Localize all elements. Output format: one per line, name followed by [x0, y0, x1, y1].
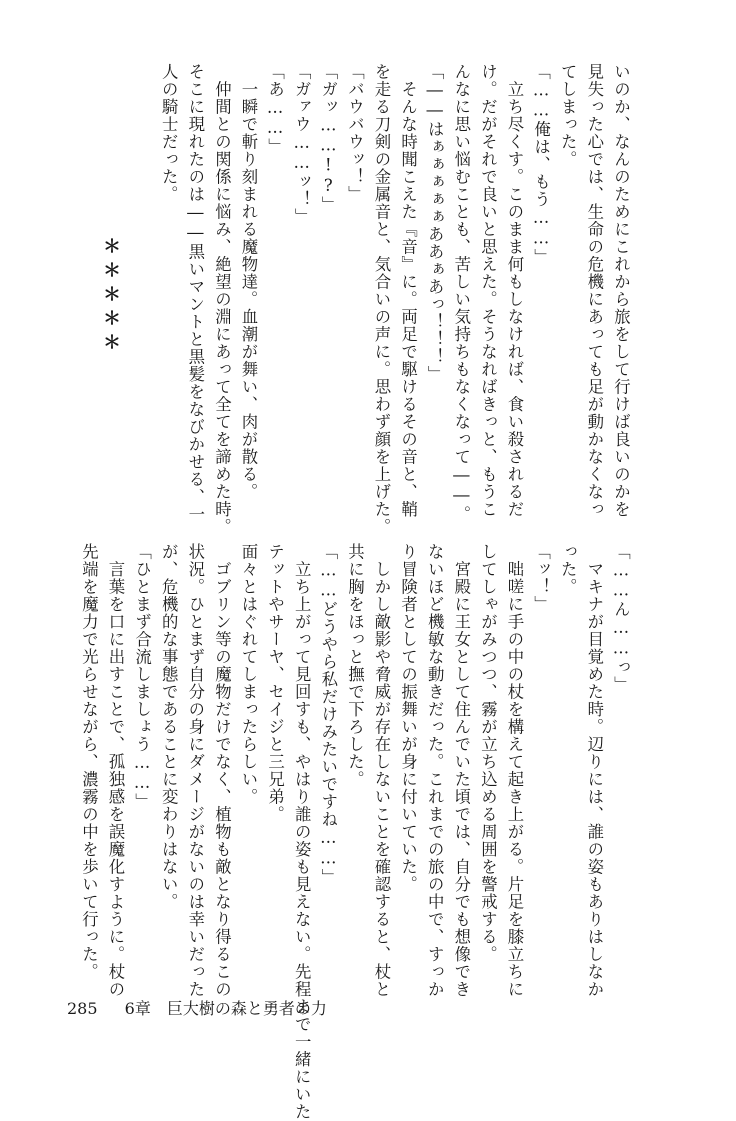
lower-text-column: 面々とはぐれてしまったらしい。 [239, 543, 258, 806]
lower-text-column: 言葉を口に出すことで、孤独感を誤魔化すように。杖の [106, 543, 125, 998]
upper-text-column: 一瞬で斬り刻まれる魔物達。血潮が舞い、肉が散る。 [239, 63, 258, 501]
lower-text-column: 共に胸をほっと撫で下ろした。 [345, 543, 365, 788]
upper-text-column: け。だがそれで良いと思えた。そうなればきっと、もうこ [478, 63, 498, 518]
upper-text-column: 「……俺は、もう……」 [531, 63, 551, 266]
lower-text-column: マキナが目覚めた時。辺りには、誰の姿もありはしなか [584, 543, 604, 998]
lower-text-column: 立ち上がって見回すも、やはり誰の姿も見えない。先程まで一緒にいた [292, 543, 312, 1121]
chapter-title: 6章 巨大樹の森と勇者の力 [124, 999, 327, 1018]
upper-text-column: そんな時聞こえた『音』に。両足で駆けるその音と、鞘 [398, 63, 418, 518]
lower-text-column: テットやサーヤ、セイジと三兄弟。 [265, 543, 285, 823]
upper-text-column: 「――はぁぁぁぁぁああぁあっ！！！」 [425, 63, 445, 384]
upper-text-column: 仲間との関係に悩み、絶望の淵にあって全てを諦めた時。 [212, 63, 232, 536]
upper-text-column: 「ガァウ……ッ！」 [292, 63, 312, 226]
lower-text-column: 宮殿に王女として住んでいた頃では、自分でも想像でき [451, 543, 471, 998]
upper-text-column: いのか、なんのためにこれから旅をして行けば良いのかを [611, 63, 631, 518]
lower-text-column: 「ひとまず合流しましょう……」 [132, 543, 152, 811]
page-footer [67, 996, 349, 1019]
upper-text-column: 人の騎士だった。 [159, 63, 179, 203]
lower-text-column: 先端を魔力で光らせながら、濃霧の中を歩いて行った。 [79, 543, 99, 981]
upper-text-column: 見失った心では、生命の危機にあっても足が動かなくなっ [584, 63, 604, 518]
lower-text-column: 咄嗟に手の中の杖を構えて起き上がる。片足を膝立ちに [505, 543, 524, 998]
lower-text-column: 「……どうやら私だけみたいですね……」 [318, 543, 338, 886]
lower-text-column: 「……ん……っ」 [611, 543, 631, 694]
lower-text-column: が、危機的な事態であることに変わりはない。 [159, 543, 179, 911]
lower-text-column: り冒険者としての振舞いが身に付いていた。 [398, 543, 418, 893]
upper-text-column: 「あ……」 [265, 63, 285, 156]
lower-text-column: してしゃがみつつ、霧が立ち込める周囲を警戒する。 [478, 543, 498, 963]
upper-text-column: 「ガッ……!?」 [318, 63, 338, 214]
upper-text-column: を走る刀剣の金属音と、気合いの声に。思わず顔を上げた。 [372, 63, 391, 536]
lower-text-column: 状況。ひとまず自分の身にダメージがないのは幸いだった [185, 543, 205, 998]
scene-separator: ＊＊＊＊＊ [100, 237, 121, 357]
upper-text-column: んなに思い悩むことも、苦しい気持ちもなくなって――。 [451, 63, 471, 524]
upper-text-column: てしまった。 [558, 63, 578, 168]
page-number: 285 [67, 999, 98, 1018]
lower-text-column: ないほど機敏な動きだった。これまでの旅の中で、すっか [425, 543, 445, 998]
lower-text-column: ゴブリン等の魔物だけでなく、植物も敵となり得るこの [212, 543, 232, 998]
upper-text-column: 「バウバウッ！」 [345, 63, 365, 203]
lower-text-column: 「ッ！」 [531, 543, 551, 613]
lower-text-column: しかし敵影や脅威が存在しないことを確認すると、杖と [372, 543, 391, 998]
lower-text-column: った。 [558, 543, 578, 596]
upper-text-column: 立ち尽くす。このまま何もしなければ、食い殺されるだ [505, 63, 524, 518]
upper-text-column: そこに現れたのは――黒いマントと黒髪をなびかせる、一 [185, 63, 205, 524]
